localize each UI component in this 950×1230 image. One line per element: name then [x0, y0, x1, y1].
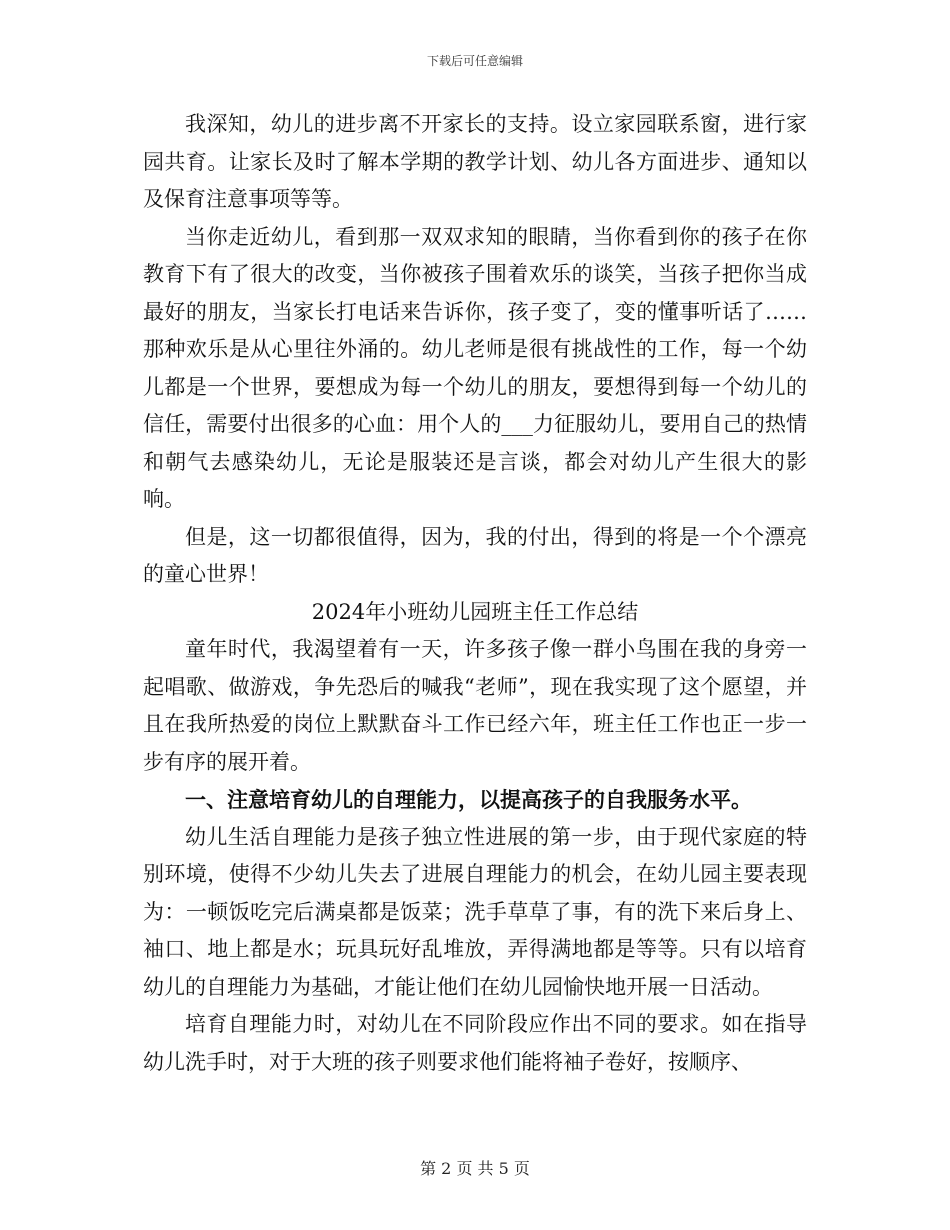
page-footer: 第 2 页 共 5 页 [420, 1159, 530, 1178]
paragraph-teacher-joy: 当你走近幼儿，看到那一双双求知的眼睛，当你看到你的孩子在你教育下有了很大的改变，当你被孩子围着欢乐的谈笑，当孩子把你当成最好的朋友，当家长打电话来告诉你，孩子变了，变的懂事听话了……那种欢乐是从心里往外涌的。幼儿老师是很有挑战性的工作，每一个幼儿都是一个世界，要想成为每一个幼儿的朋友，要想得到每一个幼儿的信任，需要付出很多的心血：用个人的___力征服幼儿，要用自己的热情和朝气去感染幼儿，无论是服装还是言谈，都会对幼儿产生很大的影响。 [143, 224, 807, 511]
document-body [143, 106, 807, 1081]
paragraph-childhood-dream: 童年时代，我渴望着有一天，许多孩子像一群小鸟围在我的身旁一起唱歌、做游戏，争先恐后的喊我“老师”，现在我实现了这个愿望，并且在我所热爱的岗位上默默奋斗工作已经六年，班主任工作也正一步一步有序的展开着。 [143, 637, 807, 774]
section-heading-self-care: 一、注意培育幼儿的自理能力，以提高孩子的自我服务水平。 [185, 787, 752, 812]
paragraph-self-care-ability: 幼儿生活自理能力是孩子独立性进展的第一步，由于现代家庭的特别环境，使得不少幼儿失去了进展自理能力的机会，在幼儿园主要表现为：一顿饭吃完后满桌都是饭菜；洗手草草了事，有的洗下来后身上、袖口、地上都是水；玩具玩好乱堆放，弄得满地都是等等。只有以培育幼儿的自理能力为基础，才能让他们在幼儿园愉快地开展一日活动。 [143, 824, 807, 999]
page-header: 下载后可任意编辑 [426, 54, 523, 68]
section-title: 2024年小班幼儿园班主任工作总结 [311, 599, 639, 624]
paragraph-stage-requirements: 培育自理能力时，对幼儿在不同阶段应作出不同的要求。如在指导幼儿洗手时，对于大班的孩子则要求他们能将袖子卷好，按顺序、 [143, 1012, 807, 1074]
paragraph-parent-support: 我深知，幼儿的进步离不开家长的支持。设立家园联系窗，进行家园共育。让家长及时了解本学期的教学计划、幼儿各方面进步、通知以及保育注意事项等等。 [143, 112, 807, 211]
paragraph-worth-it: 但是，这一切都很值得，因为，我的付出，得到的将是一个个漂亮的童心世界！ [143, 524, 807, 586]
